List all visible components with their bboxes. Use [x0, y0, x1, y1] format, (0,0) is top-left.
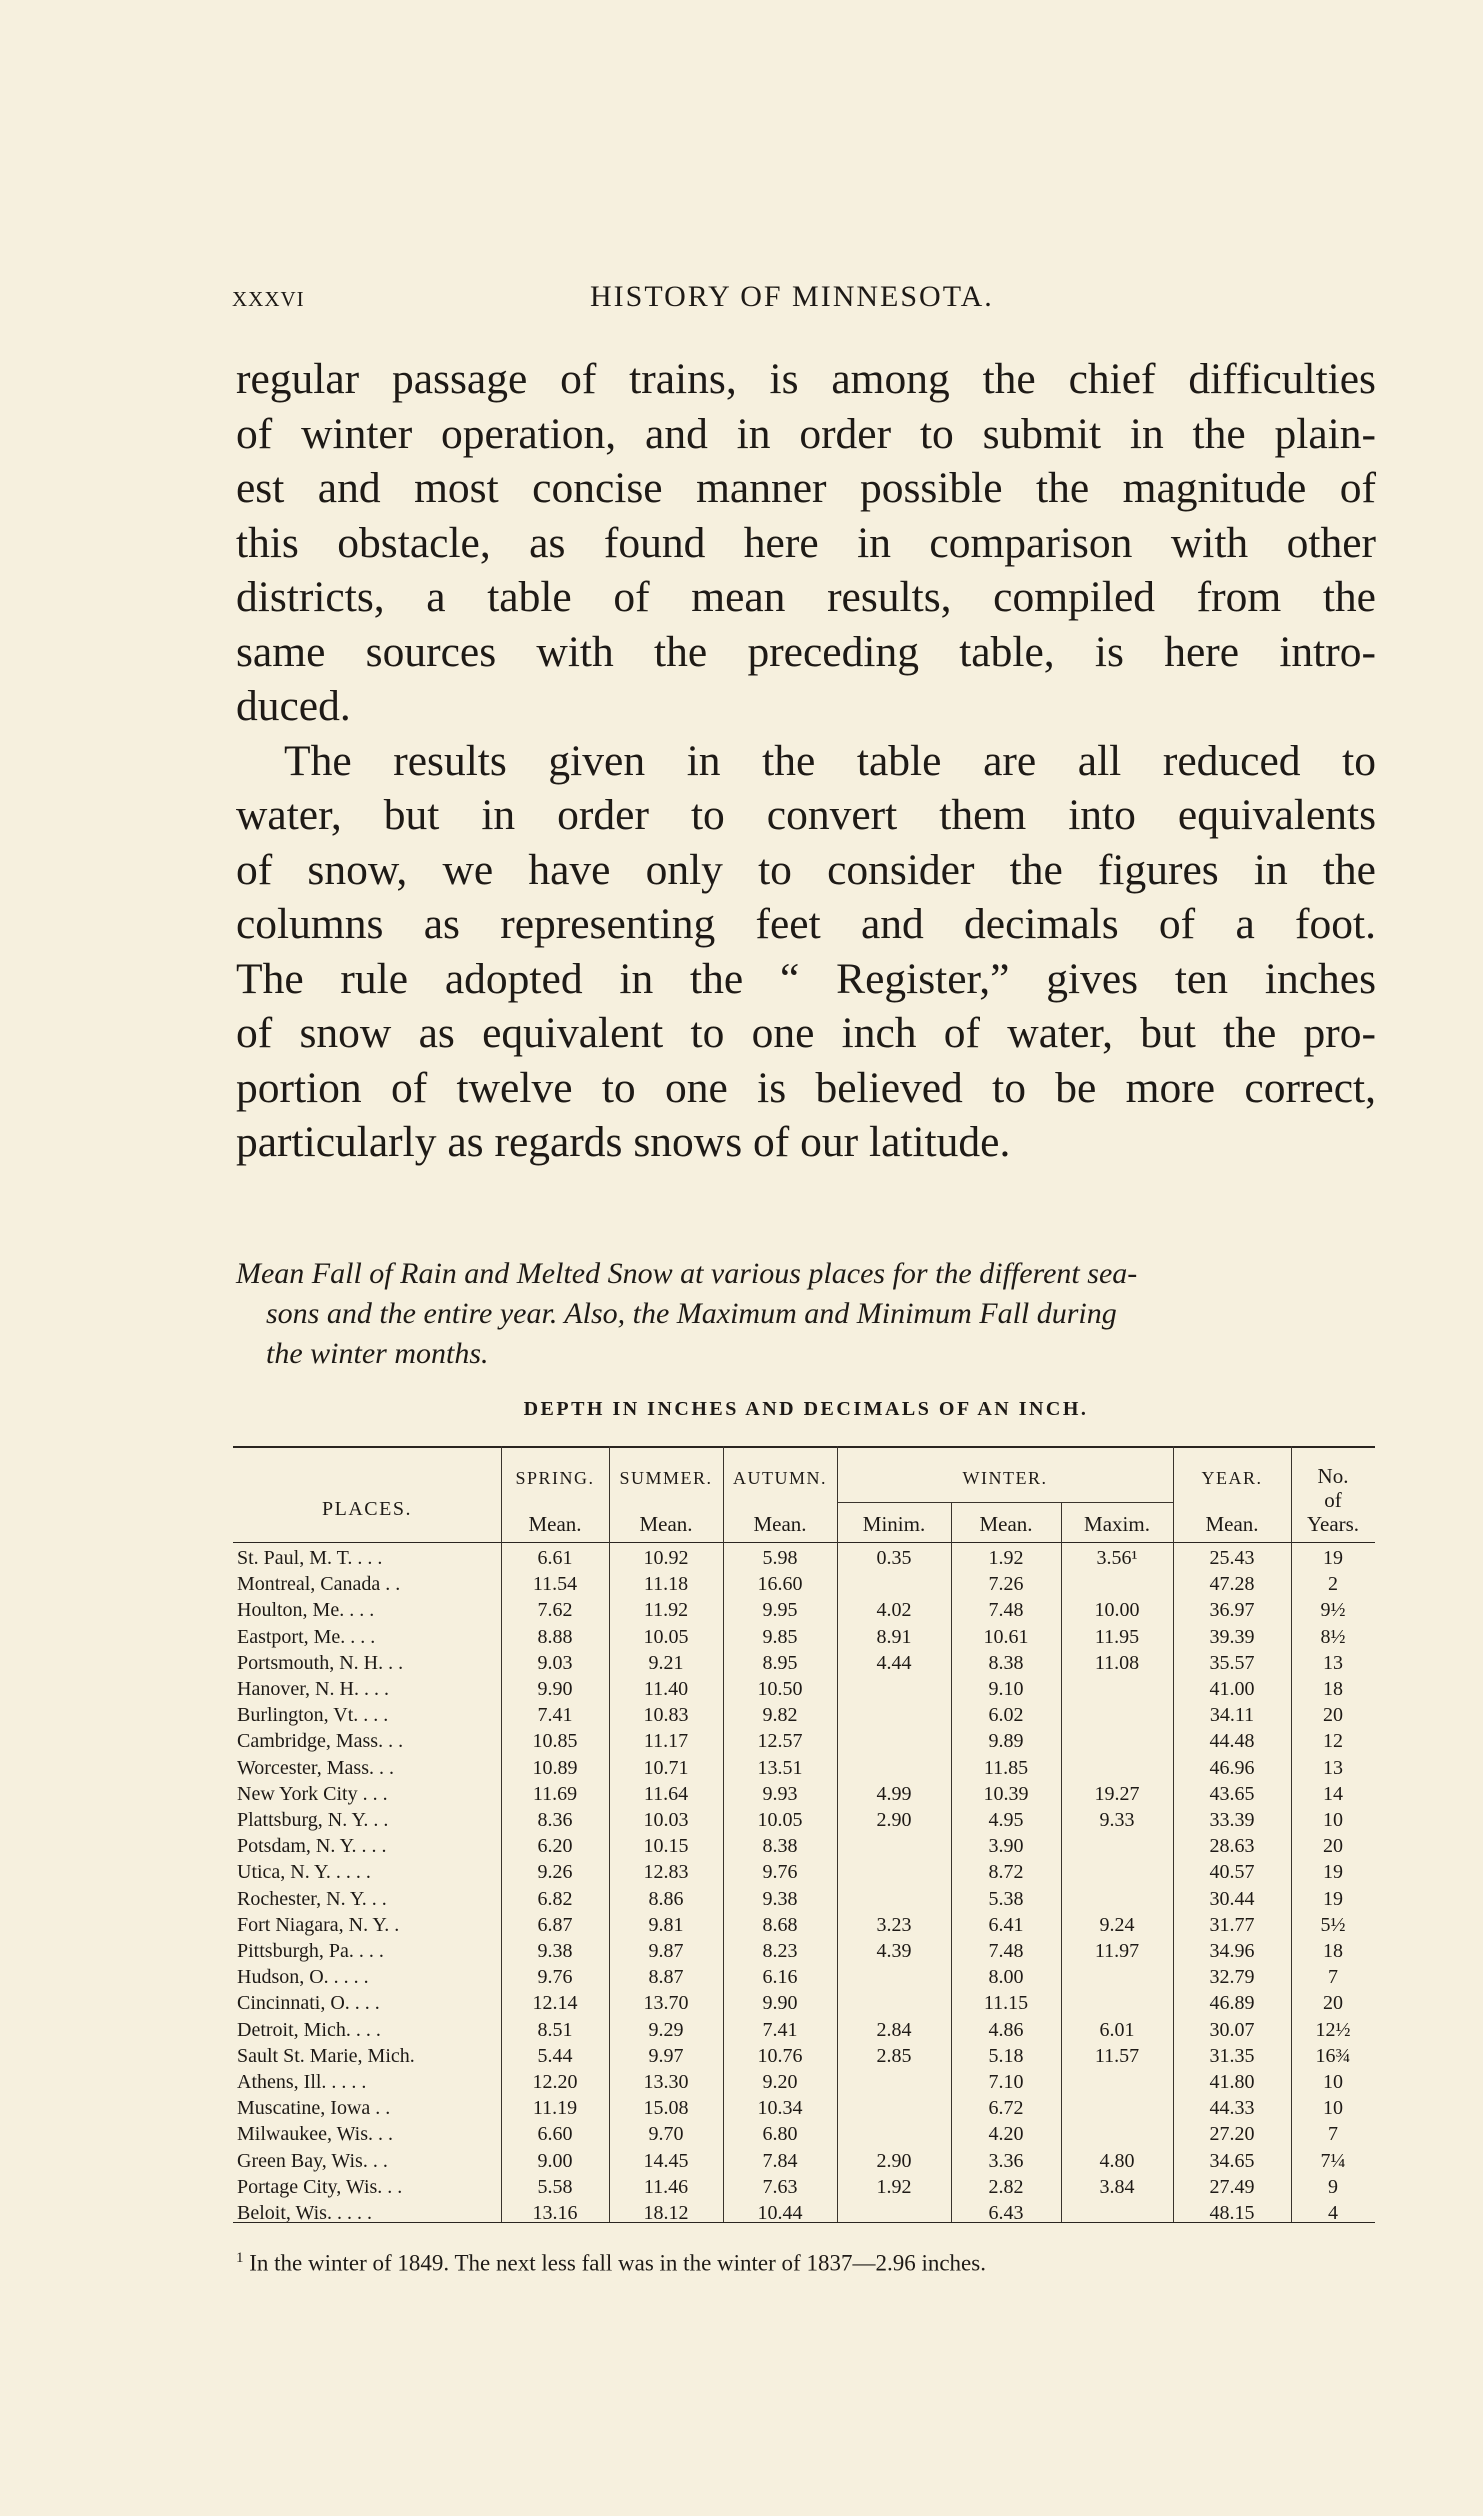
place-name: St. Paul, M. T. . . . [237, 1547, 383, 1569]
table-cell-spring: 6.82 [537, 1887, 573, 1910]
table-cell-maxim: 6.01 [1099, 2018, 1135, 2041]
text-line: duced. [236, 682, 351, 730]
table-cell-minim: 3.23 [876, 1913, 912, 1936]
table-cell-wmean: 4.20 [988, 2123, 1024, 2146]
table-cell-years: 4 [1328, 2202, 1338, 2224]
table-cell-wmean: 3.90 [988, 1835, 1024, 1858]
place-name: Portage City, Wis. . . [237, 2175, 403, 2198]
text-line: this obstacle, as found here in comparison with other [236, 518, 1376, 567]
table-cell-wmean: 7.48 [988, 1599, 1024, 1622]
table-cell-autumn: 9.93 [762, 1782, 798, 1805]
text-line: columns as representing feet and decimals of a foot. [236, 900, 1376, 948]
table-cell-summer: 11.64 [643, 1782, 689, 1805]
table-cell-years: 19 [1323, 1861, 1343, 1884]
place-name: Rochester, N. Y. . . [237, 1887, 387, 1910]
text-line: water, but in order to convert them into equivalents [236, 791, 1376, 839]
table-cell-wmean: 6.41 [988, 1913, 1024, 1936]
table-cell-spring: 9.03 [537, 1651, 573, 1674]
table-cell-summer: 12.83 [643, 1861, 689, 1884]
table-cell-wmean: 5.38 [988, 1887, 1024, 1910]
text-line: districts, a table of mean results, compiled from the [236, 573, 1376, 621]
place-name: Hanover, N. H. . . . [237, 1678, 389, 1700]
header-year: YEAR. [1201, 1468, 1263, 1488]
text-line: The rule adopted in the “ Register,” gives ten inches [236, 954, 1376, 1003]
table-cell-wmean: 1.92 [988, 1547, 1024, 1569]
table-cell-year: 30.07 [1209, 2018, 1255, 2041]
place-name: New York City . . . [237, 1782, 388, 1805]
table-cell-summer: 9.97 [648, 2044, 684, 2067]
text-line: regular passage of trains, is among the chief difficulties [236, 355, 1376, 403]
table-cell-wmean: 6.02 [988, 1704, 1024, 1727]
table-cell-wmean: 10.39 [983, 1782, 1029, 1805]
place-name: Potsdam, N. Y. . . . [237, 1835, 387, 1858]
table-cell-summer: 15.08 [643, 2097, 689, 2120]
table-cell-wmean: 5.18 [988, 2044, 1024, 2067]
text-line: same sources with the preceding table, is here intro- [236, 627, 1376, 676]
table-cell-autumn: 6.16 [762, 1966, 798, 1989]
table-cell-summer: 11.40 [643, 1678, 689, 1700]
table-cell-year: 41.80 [1209, 2071, 1255, 2093]
footnote-marker: 1 [236, 2250, 244, 2266]
table-cell-minim: 2.90 [876, 2149, 912, 2172]
table-cell-spring: 10.89 [532, 1756, 578, 1779]
table-cell-maxim: 3.56¹ [1096, 1547, 1138, 1569]
winter-subheader-rule [837, 1502, 1173, 1503]
table-cell-years: 13 [1323, 1651, 1343, 1674]
header-autumn: AUTUMN. [733, 1468, 827, 1488]
table-cell-minim: 1.92 [876, 2175, 912, 2198]
table-cell-year: 34.65 [1209, 2149, 1255, 2172]
place-name: Detroit, Mich. . . . [237, 2018, 381, 2041]
table-cell-years: 20 [1323, 1835, 1343, 1858]
caption-line: the winter months. [266, 1337, 489, 1370]
table-cell-autumn: 16.60 [757, 1573, 803, 1596]
table-cell-wmean: 8.38 [988, 1651, 1024, 1674]
table-cell-summer: 10.83 [643, 1704, 689, 1727]
table-cell-wmean: 3.36 [988, 2149, 1024, 2172]
table-cell-year: 43.65 [1209, 1782, 1255, 1805]
header-of: of [1324, 1488, 1342, 1512]
table-cell-maxim: 3.84 [1099, 2175, 1135, 2198]
table-cell-wmean: 7.26 [988, 1573, 1024, 1596]
subheader-mean: Mean. [979, 1512, 1033, 1536]
table-cell-maxim: 11.97 [1094, 1940, 1140, 1962]
table-cell-spring: 12.14 [532, 1992, 578, 2015]
table-cell-summer: 10.92 [643, 1547, 689, 1569]
table-cell-spring: 9.00 [537, 2149, 573, 2172]
rainfall-table [233, 1446, 1375, 2238]
table-cell-wmean: 6.72 [988, 2097, 1024, 2120]
table-cell-years: 20 [1323, 1704, 1343, 1727]
subheader-mean: Mean. [753, 1512, 807, 1536]
header-spring: SPRING. [515, 1468, 595, 1488]
table-cell-spring: 12.20 [532, 2071, 578, 2093]
footnote [236, 2250, 1376, 2277]
place-name: Burlington, Vt. . . . [237, 1704, 389, 1727]
place-name: Utica, N. Y. . . . . [237, 1861, 371, 1884]
table-cell-autumn: 6.80 [762, 2123, 798, 2146]
table-cell-year: 33.39 [1209, 1809, 1255, 1831]
table-cell-summer: 10.03 [643, 1809, 689, 1831]
table-cell-autumn: 10.05 [757, 1809, 803, 1831]
table-cell-summer: 9.29 [648, 2018, 684, 2041]
place-name: Sault St. Marie, Mich. [237, 2044, 415, 2067]
table-cell-year: 34.11 [1209, 1704, 1255, 1727]
table-cell-autumn: 10.34 [757, 2097, 803, 2120]
depth-heading: DEPTH IN INCHES AND DECIMALS OF AN INCH. [523, 1398, 1089, 1420]
table-cell-year: 48.15 [1209, 2202, 1255, 2224]
place-name: Beloit, Wis. . . . . [237, 2202, 372, 2224]
table-cell-wmean: 7.48 [988, 1940, 1024, 1962]
table-cell-years: 13 [1323, 1756, 1343, 1779]
table-cell-summer: 14.45 [643, 2149, 689, 2172]
table-cell-years: 7 [1328, 2123, 1338, 2146]
table-cell-years: 8½ [1320, 1625, 1346, 1648]
table-cell-spring: 7.41 [537, 1704, 573, 1727]
table-cell-summer: 18.12 [643, 2202, 689, 2224]
table-cell-spring: 11.54 [532, 1573, 578, 1596]
table-cell-year: 30.44 [1209, 1887, 1255, 1910]
table-cell-wmean: 8.00 [988, 1966, 1024, 1989]
table-cell-years: 16¾ [1315, 2044, 1351, 2067]
place-name: Fort Niagara, N. Y. . [237, 1913, 400, 1936]
table-cell-autumn: 12.57 [757, 1730, 803, 1753]
text-line: The results given in the table are all reduced to [284, 736, 1376, 785]
table-cell-autumn: 13.51 [757, 1756, 803, 1779]
table-cell-autumn: 9.85 [762, 1625, 798, 1648]
table-cell-wmean: 2.82 [988, 2175, 1024, 2198]
table-cell-autumn: 8.23 [762, 1940, 798, 1962]
paragraph-2 [236, 734, 1376, 1170]
header-summer: SUMMER. [619, 1468, 713, 1488]
table-cell-year: 31.77 [1209, 1913, 1255, 1936]
table-cell-wmean: 4.95 [988, 1809, 1024, 1831]
table-cell-autumn: 10.76 [757, 2044, 803, 2067]
table-cell-maxim: 19.27 [1094, 1782, 1140, 1805]
text-line: est and most concise manner possible the magnitude of [236, 464, 1376, 512]
table-cell-year: 46.89 [1209, 1992, 1255, 2015]
table-cell-year: 28.63 [1209, 1835, 1255, 1858]
table-cell-years: 19 [1323, 1547, 1343, 1569]
table-cell-summer: 13.30 [643, 2071, 689, 2093]
table-cell-autumn: 9.76 [762, 1861, 798, 1884]
table-cell-year: 31.35 [1209, 2044, 1255, 2067]
table-cell-autumn: 8.38 [762, 1835, 798, 1858]
table-cell-spring: 5.44 [537, 2044, 573, 2067]
table-cell-years: 7 [1328, 1966, 1338, 1989]
table-cell-years: 9 [1328, 2175, 1338, 2198]
table-cell-years: 18 [1323, 1678, 1343, 1700]
place-name: Cincinnati, O. . . . [237, 1992, 380, 2015]
table-cell-minim: 2.84 [876, 2018, 912, 2041]
table-cell-summer: 13.70 [643, 1992, 689, 2015]
table-top-rule [233, 1446, 1375, 1448]
table-cell-years: 12 [1323, 1730, 1343, 1753]
footnote-text: In the winter of 1849. The next less fall was in the winter of 1837—2.96 inches. [249, 2250, 986, 2276]
place-name: Hudson, O. . . . . [237, 1966, 369, 1989]
header-winter: WINTER. [962, 1468, 1048, 1488]
header-no: No. [1317, 1464, 1349, 1488]
table-cell-summer: 11.46 [643, 2175, 689, 2198]
body-text [236, 352, 1376, 1170]
table-cell-maxim: 9.33 [1099, 1809, 1135, 1831]
table-cell-years: 9½ [1320, 1599, 1346, 1622]
table-cell-year: 27.20 [1209, 2123, 1255, 2146]
table-cell-year: 39.39 [1209, 1625, 1255, 1648]
table-cell-summer: 11.92 [643, 1599, 689, 1622]
place-name: Portsmouth, N. H. . . [237, 1651, 404, 1674]
table-cell-summer: 8.86 [648, 1887, 684, 1910]
text-line: particularly as regards snows of our latitude. [236, 1118, 1011, 1166]
place-name: Plattsburg, N. Y. . . [237, 1809, 389, 1831]
table-cell-summer: 11.17 [643, 1730, 689, 1753]
table-cell-summer: 8.87 [648, 1966, 684, 1989]
table-cell-year: 46.96 [1209, 1756, 1255, 1779]
paragraph-1 [236, 352, 1376, 734]
table-cell-wmean: 4.86 [988, 2018, 1024, 2041]
header-places: PLACES. [322, 1498, 412, 1520]
table-cell-maxim: 10.00 [1094, 1599, 1140, 1622]
table-cell-wmean: 8.72 [988, 1861, 1024, 1884]
table-cell-summer: 9.87 [648, 1940, 684, 1962]
table-cell-year: 40.57 [1209, 1861, 1255, 1884]
table-cell-wmean: 11.85 [983, 1756, 1029, 1779]
table-cell-autumn: 9.20 [762, 2071, 798, 2093]
table-cell-wmean: 9.10 [988, 1678, 1024, 1700]
table-cell-spring: 8.36 [537, 1809, 573, 1831]
subheader-mean: Mean. [639, 1512, 693, 1536]
table-cell-maxim: 11.57 [1094, 2044, 1140, 2067]
table-cell-year: 35.57 [1209, 1651, 1255, 1674]
place-name: Eastport, Me. . . . [237, 1625, 376, 1648]
text-line: of winter operation, and in order to submit in the plain- [236, 409, 1376, 458]
table-cell-maxim: 4.80 [1099, 2149, 1135, 2172]
running-head [232, 280, 1372, 320]
table-cell-autumn: 10.50 [757, 1678, 803, 1700]
table-cell-summer: 11.18 [643, 1573, 689, 1596]
table-cell-years: 19 [1323, 1887, 1343, 1910]
table-cell-spring: 8.88 [537, 1625, 573, 1648]
table-cell-autumn: 8.68 [762, 1913, 798, 1936]
table-cell-spring: 13.16 [532, 2202, 578, 2224]
subheader-maxim: Maxim. [1084, 1512, 1150, 1536]
table-cell-wmean: 9.89 [988, 1730, 1024, 1753]
table-cell-wmean: 6.43 [988, 2202, 1024, 2224]
table-cell-summer: 10.15 [643, 1835, 689, 1858]
header-bottom-rule [233, 1542, 1375, 1543]
table-cell-spring: 6.87 [537, 1913, 573, 1936]
table-cell-year: 32.79 [1209, 1966, 1255, 1989]
caption-line: sons and the entire year. Also, the Maximum and Minimum Fall during [266, 1297, 1117, 1330]
table-cell-spring: 6.20 [537, 1835, 573, 1858]
place-name: Athens, Ill. . . . . [237, 2071, 367, 2093]
table-cell-year: 34.96 [1209, 1940, 1255, 1962]
table-cell-minim: 4.39 [876, 1940, 912, 1962]
table-cell-year: 27.49 [1209, 2175, 1255, 2198]
table-cell-year: 44.33 [1209, 2097, 1255, 2120]
book-title: HISTORY OF MINNESOTA. [590, 280, 994, 313]
table-cell-autumn: 7.84 [762, 2149, 798, 2172]
place-name: Green Bay, Wis. . . [237, 2149, 388, 2172]
table-cell-maxim: 11.95 [1094, 1625, 1140, 1648]
table-cell-spring: 7.62 [537, 1599, 573, 1622]
table-cell-spring: 9.26 [537, 1861, 573, 1884]
table-cell-spring: 9.38 [537, 1940, 573, 1962]
table-cell-year: 25.43 [1209, 1547, 1255, 1569]
table-cell-autumn: 9.82 [762, 1704, 798, 1727]
table-cell-minim: 2.85 [876, 2044, 912, 2067]
place-name: Houlton, Me. . . . [237, 1599, 375, 1622]
table-cell-spring: 9.90 [537, 1678, 573, 1700]
table-cell-spring: 6.60 [537, 2123, 573, 2146]
table-cell-years: 10 [1323, 1809, 1343, 1831]
text-line: portion of twelve to one is believed to be more correct, [236, 1063, 1376, 1112]
table-cell-wmean: 10.61 [983, 1625, 1029, 1648]
header-years: Years. [1306, 1512, 1360, 1536]
table-cell-minim: 8.91 [876, 1625, 912, 1648]
table-cell-spring: 8.51 [537, 2018, 573, 2041]
table-cell-minim: 4.44 [876, 1651, 912, 1674]
table-cell-year: 47.28 [1209, 1573, 1255, 1596]
table-cell-year: 36.97 [1209, 1599, 1255, 1622]
table-cell-maxim: 9.24 [1099, 1913, 1135, 1936]
table-cell-years: 10 [1323, 2071, 1343, 2093]
table-cell-summer: 9.81 [648, 1913, 684, 1936]
caption-line: Mean Fall of Rain and Melted Snow at various places for the different sea- [236, 1257, 1138, 1290]
table-cell-autumn: 9.38 [762, 1887, 798, 1910]
table-cell-years: 10 [1323, 2097, 1343, 2120]
table-cell-spring: 9.76 [537, 1966, 573, 1989]
table-cell-years: 18 [1323, 1940, 1343, 1962]
text-line: of snow, we have only to consider the figures in the [236, 845, 1376, 894]
place-name: Cambridge, Mass. . . [237, 1730, 404, 1753]
table-cell-summer: 10.05 [643, 1625, 689, 1648]
table-caption [236, 1254, 1376, 1374]
page-number: xxxvi [232, 280, 305, 313]
table-cell-autumn: 5.98 [762, 1547, 798, 1569]
table-cell-spring: 11.19 [532, 2097, 578, 2120]
table-cell-wmean: 11.15 [983, 1992, 1029, 2015]
place-name: Pittsburgh, Pa. . . . [237, 1940, 384, 1962]
table-cell-years: 7¼ [1320, 2149, 1346, 2172]
table-cell-minim: 0.35 [876, 1547, 912, 1569]
table-cell-wmean: 7.10 [988, 2071, 1024, 2093]
table-cell-summer: 9.70 [648, 2123, 684, 2146]
table-cell-minim: 4.02 [876, 1599, 912, 1622]
table-cell-minim: 2.90 [876, 1809, 912, 1831]
table-cell-years: 20 [1323, 1992, 1343, 2015]
table-cell-autumn: 9.95 [762, 1599, 798, 1622]
table-cell-spring: 10.85 [532, 1730, 578, 1753]
table-cell-autumn: 7.41 [762, 2018, 798, 2041]
table-cell-summer: 10.71 [643, 1756, 689, 1779]
table-cell-year: 44.48 [1209, 1730, 1255, 1753]
place-name: Montreal, Canada . . [237, 1573, 401, 1596]
table-cell-years: 12½ [1315, 2018, 1351, 2041]
table-cell-years: 14 [1323, 1782, 1343, 1805]
table-cell-minim: 4.99 [876, 1782, 912, 1805]
table-cell-spring: 11.69 [532, 1782, 578, 1805]
place-name: Milwaukee, Wis. . . [237, 2123, 394, 2146]
table-cell-autumn: 8.95 [762, 1651, 798, 1674]
table-cell-autumn: 9.90 [762, 1992, 798, 2015]
subheader-minim: Minim. [862, 1512, 926, 1536]
table-cell-spring: 5.58 [537, 2175, 573, 2198]
table-cell-year: 41.00 [1209, 1678, 1255, 1700]
table-cell-autumn: 10.44 [757, 2202, 803, 2224]
subheader-mean: Mean. [1205, 1512, 1259, 1536]
table-cell-years: 5½ [1320, 1913, 1346, 1936]
table-cell-spring: 6.61 [537, 1547, 573, 1569]
place-name: Worcester, Mass. . . [237, 1756, 394, 1779]
table-cell-years: 2 [1328, 1573, 1338, 1596]
table-cell-maxim: 11.08 [1094, 1651, 1140, 1674]
text-line: of snow as equivalent to one inch of water, but the pro- [236, 1009, 1376, 1057]
place-name: Muscatine, Iowa . . [237, 2097, 391, 2120]
subheader-mean: Mean. [528, 1512, 582, 1536]
table-cell-summer: 9.21 [648, 1651, 684, 1674]
table-cell-autumn: 7.63 [762, 2175, 798, 2198]
